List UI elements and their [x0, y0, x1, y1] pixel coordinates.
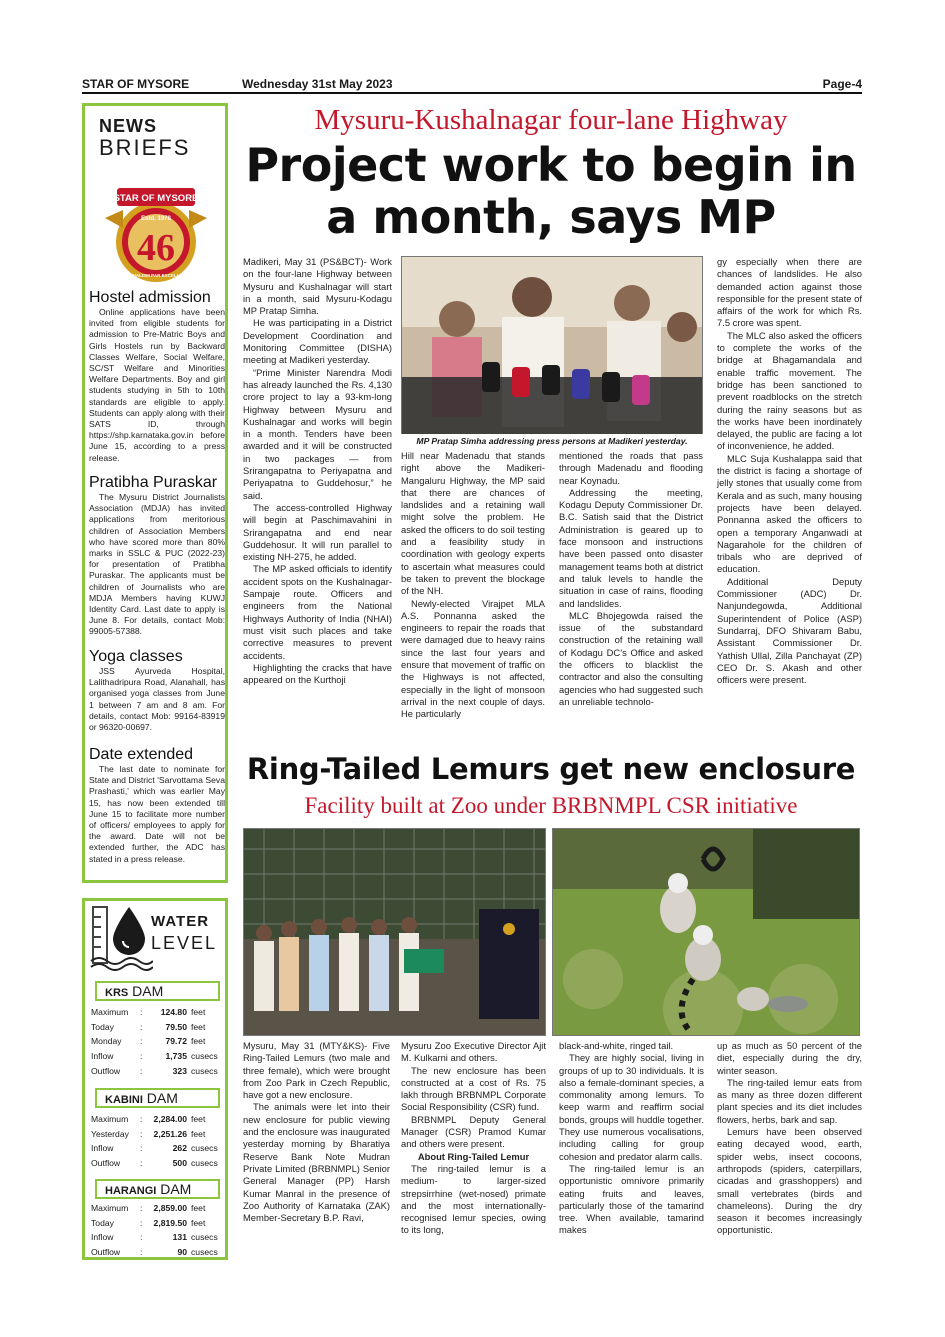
article1-headline: Project work to begin in a month, says MP — [245, 138, 857, 244]
row-key: Monday — [91, 1036, 122, 1047]
dam-suffix: DAM — [128, 983, 164, 999]
row-key: Outflow — [91, 1065, 121, 1076]
brief-pratibha — [89, 474, 225, 638]
dam-row: Outflow : 323 cusecs — [91, 1064, 225, 1079]
photo-illustration — [244, 829, 546, 1036]
water-drop-icon — [89, 903, 153, 971]
row-unit: cusecs — [191, 1247, 218, 1258]
paragraph: Additional Deputy Commissioner (ADC) Dr. Nanjundegowda, Additional Superintendent of Police (ASP) Sundarraj, DFO Shivaram Babu, Assistant Commissioner Dr. Yathish Ullal, Zilla Panchayat (ZP) CEO Dr. S. Akash and other officers were present. — [717, 575, 862, 686]
subheading: About Ring-Tailed Lemur — [417, 1150, 530, 1162]
masthead — [82, 76, 862, 94]
row-value: 262 — [172, 1143, 187, 1154]
issue-date: Wednesday 31st May 2023 — [242, 77, 393, 91]
article2-kicker: Facility built at Zoo under BRBNMPL CSR initiative — [304, 793, 798, 818]
harangi-dam-label — [95, 1179, 220, 1199]
row-unit: feet — [191, 1021, 206, 1032]
dam-row: Maximum : 2,284.00 feet — [91, 1112, 225, 1127]
article1-kicker: Mysuru-Kushalnagar four-lane Highway — [314, 104, 788, 136]
row-unit: feet — [191, 1217, 206, 1228]
row-unit: feet — [191, 1036, 206, 1047]
paragraph: MLC Bhojegowda raised the issue of the substandard construction of the retaining wall of Kodagu DC’s Office and asked the officers to blacklist the contractor and also the consulting agencies who had suggested such an unreliable technolo- — [559, 609, 703, 707]
dam-row: Inflow : 1,735 cusecs — [91, 1049, 225, 1064]
brief-title: Yoga classes — [89, 648, 183, 665]
row-key: Maximum — [91, 1114, 129, 1124]
dam-row: Maximum : 124.80 feet — [91, 1005, 225, 1020]
news-briefs-sidebar — [82, 103, 228, 883]
article1-column-4 — [717, 256, 862, 686]
dam-row: Monday : 79.72 feet — [91, 1034, 225, 1049]
brief-body: The last date to nominate for State and District 'Sarvottama Seva Prashasti,' which was earlier May 15, has now been extended till June 15 to facilitate more number of officers/ employees to apply for the award. Date will not be extended further, the ADC has stated in a press release. — [89, 764, 225, 864]
paragraph: Highlighting the cracks that have appeared on the Kurthoji — [243, 661, 392, 686]
dam-row: Outflow : 500 cusecs — [91, 1156, 225, 1171]
brief-title: Date extended — [89, 746, 194, 763]
row-key: Today — [91, 1021, 114, 1032]
logo-estd-text: Estd. 1978 — [141, 216, 171, 222]
row-unit: feet — [191, 1007, 206, 1017]
paragraph: The ring-tailed lemur is a medium- to larger-sized strepsirrhine (wet-nosed) primate and the most internationally-recognised lemur species, owing to its long, — [401, 1162, 546, 1236]
row-value: 2,819.50 — [153, 1217, 187, 1228]
dam-row: Inflow : 131 cusecs — [91, 1230, 225, 1245]
paragraph: They are highly social, living in groups of up to 30 individuals. It is also a female-dominant species, a commonality among lemurs. To keep warm and reaffirm social bonds, groups will huddle together. They use numerous vocalisations, including calling for group cohesion and predator alarm calls. — [559, 1052, 704, 1162]
row-key: Today — [91, 1217, 114, 1228]
brief-title: Pratibha Puraskar — [89, 474, 218, 491]
brief-date-extended — [89, 746, 225, 865]
paragraph: mentioned the roads that pass through Madenadu and flooding near Koynadu. — [559, 450, 703, 486]
enclosure-inauguration-photo — [243, 828, 546, 1036]
row-value: 90 — [177, 1247, 187, 1258]
row-key: Maximum — [91, 1007, 129, 1017]
paragraph: The new enclosure has been constructed at a cost of Rs. 75 lakh through BRBNMPL Corporate Social Responsibility (CSR) fund. — [401, 1064, 546, 1113]
article1-column-3 — [559, 450, 703, 708]
paragraph: MLC Suja Kushalappa said that the district is facing a shortage of jelly stones that usually come from Kerala and as such, many housing projects have been delayed. Ponnanna asked the officers to open a temporary Anganwadi at Nagarahole for the children of tribals who are deprived of education. — [717, 452, 862, 575]
row-key: Yesterday — [91, 1128, 129, 1139]
dam-prefix: KABINI — [105, 1094, 143, 1106]
briefs-label: BRIEFS — [99, 135, 191, 160]
level-title: LEVEL — [151, 933, 218, 953]
paragraph: up as much as 50 percent of the diet, especially during the dry, winter season. — [717, 1040, 862, 1076]
water-level-box — [82, 898, 228, 1260]
article2-column-3 — [559, 1040, 704, 1237]
row-unit: feet — [191, 1203, 206, 1213]
row-value: 2,251.26 — [153, 1128, 187, 1139]
paragraph: gy especially when there are chances of landslides. He also demanded action against those responsible for the present state of affairs of the work for which Rs. 7.5 crore was spent. — [717, 256, 862, 329]
paragraph: The MP asked officials to identify accident spots on the Kushalnagar-Sampaje route. Officers and engineers from the National Highways Authority of India (NHAI) must visit such places and take corrective measures to prevent accidents. — [243, 563, 392, 661]
dam-row: Yesterday : 2,251.26 feet — [91, 1127, 225, 1142]
brief-yoga — [89, 648, 225, 733]
paragraph: The animals were let into their new enclosure for public viewing and the enclosure was inaugurated yesterday morning by Bharatiya Reserve Bank Note Mudran Private Limited (BRBNMPL) Senior General Manager (PP) Harsh Kumar Manral in the presence of Zoo Authority of Karnataka (ZAK) Member-Secretary B.P. Ravi, — [243, 1101, 390, 1224]
paragraph: Lemurs have been observed eating decayed wood, earth, spider webs, insect cocoons, arthropods (spiders, caterpillars, cicadas and grasshoppers) and small vertebrates (birds and chameleons). During the dry season it becomes increasingly opportunistic. — [717, 1126, 862, 1236]
paragraph: Mysuru Zoo Executive Director Ajit M. Kulkarni and others. — [401, 1040, 546, 1064]
news-briefs-heading — [99, 116, 190, 161]
kabini-dam-table — [91, 1112, 225, 1171]
row-key: Maximum — [91, 1203, 129, 1213]
dam-row: Today : 2,819.50 feet — [91, 1216, 225, 1231]
row-unit: feet — [191, 1114, 206, 1124]
row-key: Outflow — [91, 1247, 121, 1258]
page-number: Page-4 — [822, 77, 862, 91]
row-key: Inflow — [91, 1051, 114, 1062]
paragraph: Newly-elected Virajpet MLA A.S. Ponnanna asked the engineers to repair the roads that were damaged due to heavy rains since the last four years and ensure that movement of traffic on the Highways is not affected, especially in the light of monsoon arrival in the next couple of days. He particularly — [401, 597, 545, 720]
paper-name: STAR OF MYSORE — [82, 77, 190, 91]
lemurs-photo — [552, 828, 860, 1036]
dam-suffix: DAM — [156, 1181, 192, 1197]
article1-column-2 — [401, 450, 545, 721]
paragraph: Hill near Madenadu that stands right above the Madikeri-Mangaluru Highway, the MP said that there are chances of landslides and a retaining wall might solve the problem. He asked the officers to do soil testing and a feasibility study in coordination with geology experts to ascertain what measures could be taken to prevent the blockage of the NH. — [401, 450, 545, 597]
dam-row: Inflow : 262 cusecs — [91, 1141, 225, 1156]
paragraph: Mysuru, May 31 (MTY&KS)- Five Ring-Tailed Lemurs (two male and three female), which were brought from Zoo Park in Czech Republic, have got a new enclosure. — [243, 1040, 390, 1101]
paragraph: He was participating in a District Development Coordination and Monitoring Committee (DISHA) meeting at Madikeri yesterday. — [243, 317, 392, 366]
paragraph: The MLC also asked the officers to complete the works of the bridge at Bhagamandala and enable traffic movement. The bridge has been sanctioned to prevent roadblocks on the stretch during the rainy seasons but as the works have been inordinately delayed, the public are facing a lot of inconvenience, he added. — [717, 329, 862, 452]
article1-column-1 — [243, 256, 392, 686]
row-unit: feet — [191, 1128, 206, 1139]
dam-row: Today : 79.50 feet — [91, 1020, 225, 1035]
brief-title: Hostel admission — [89, 289, 211, 306]
dam-prefix: KRS — [105, 987, 129, 999]
krs-dam-table — [91, 1005, 225, 1078]
logo-bottom-text: JOURNALISM PAR EXCELLENCE — [120, 273, 192, 278]
water-title: WATER — [151, 913, 210, 930]
article2-column-1 — [243, 1040, 390, 1224]
article2-headline: Ring-Tailed Lemurs get new enclosure — [246, 752, 856, 786]
row-value: 79.50 — [165, 1021, 187, 1032]
news-label: NEWS — [99, 116, 157, 136]
row-unit: cusecs — [191, 1232, 218, 1243]
row-value: 2,859.00 — [153, 1203, 187, 1213]
row-value: 79.72 — [165, 1036, 187, 1047]
water-level-heading — [85, 901, 225, 971]
kabini-dam-label — [95, 1088, 220, 1108]
row-value: 131 — [172, 1232, 187, 1243]
paragraph: The access-controlled Highway will begin at Paschimavahini in Srirangapatna and end near Guddehosur. It will run parallel to existing NH-275, he added. — [243, 501, 392, 563]
row-value: 323 — [172, 1065, 187, 1076]
article2-column-4 — [717, 1040, 862, 1237]
dam-prefix: HARANGI — [105, 1185, 157, 1197]
photo-caption: MP Pratap Simha addressing press persons at Madikeri yesterday. — [401, 434, 703, 448]
paragraph: BRBNMPL Deputy General Manager (CSR) Pramod Kumar and others were present. — [401, 1113, 546, 1150]
row-unit: cusecs — [191, 1051, 218, 1062]
brief-body: JSS Ayurveda Hospital, Lalithadripura Road, Alanahall, has organised yoga classes from June 1 between 7 am and 8 am. For details, contact Mob: 99164-83919 or 96320-00697. — [89, 666, 225, 733]
dam-suffix: DAM — [142, 1090, 178, 1106]
paragraph: Madikeri, May 31 (PS&BCT)- Work on the four-lane Highway between Mysuru and Kushalnagar will start in a month, said Mysuru-Kodagu MP Pratap Simha. — [243, 256, 392, 317]
dam-row: Outflow : 90 cusecs — [91, 1245, 225, 1260]
anniversary-logo — [103, 184, 209, 292]
row-unit: cusecs — [191, 1158, 218, 1169]
harangi-dam-table — [91, 1201, 225, 1260]
brief-body: The Mysuru District Journalists Association (MDJA) has invited applications from meritorious children of Association Members who have scored more than 80% marks in SSLC & PUC (2022-23) for presentation of Pratibha Puraskar. The applicants must be children of Journalists who are MDJA Members having KUWJ Identity Card. Last date to apply is June 8. For details, contact Mob: 99005-57388. — [89, 492, 225, 637]
krs-dam-label — [95, 981, 220, 1001]
brief-body: Online applications have been invited from eligible students for admission to Pre-Matric Boys and Girls Hostels run by Backward Classes Welfare, Social Welfare, SC/ST Welfare and Minorities Welfare Departments. Boy and girl students studying in 5th to 10th standards are eligible to apply. Students can apply along with their SATS ID, through https://shp.karnataka.gov.in before June 15, according to a press release. — [89, 307, 225, 463]
dam-row: Maximum : 2,859.00 feet — [91, 1201, 225, 1216]
row-key: Inflow — [91, 1143, 114, 1154]
row-unit: cusecs — [191, 1143, 218, 1154]
logo-number: 46 — [137, 227, 175, 269]
row-value: 124.80 — [160, 1007, 187, 1017]
row-value: 500 — [172, 1158, 187, 1169]
paragraph: “Prime Minister Narendra Modi has already launched the Rs. 4,130 crore project to lay a 93-km-long Highway between Mysuru and Kushalnagar and works will begin in a month. Tenders have been awarded and it will be constructed in two packages — from Srirangapatna to Periyapatna and Periyapatna to Guddehosur,” he said. — [243, 366, 392, 501]
paragraph: black-and-white, ringed tail. — [559, 1040, 674, 1051]
row-key: Outflow — [91, 1158, 121, 1169]
row-unit: cusecs — [191, 1065, 218, 1076]
paragraph: The ring-tailed lemur eats from as many as three dozen different plant species and its diet includes flowers, herbs, bark and sap. — [717, 1076, 862, 1125]
paragraph: The ring-tailed lemur is an opportunistic omnivore primarily eating fruits and leaves, particularly those of the tamarind tree. When available, tamarind makes — [559, 1162, 704, 1236]
paragraph: Addressing the meeting, Kodagu Deputy Commissioner Dr. B.C. Satish said that the District Administration is geared up to face monsoon and instructions have been passed onto disaster management teams both at district and taluk levels to handle the situation in case of rains, flooding and landslides. — [559, 486, 703, 609]
logo-top-text: STAR OF MYSORE — [113, 193, 199, 204]
brief-hostel — [89, 289, 225, 464]
photo-illustration — [553, 829, 860, 1036]
mp-press-photo — [401, 256, 703, 448]
article2-column-2 — [401, 1040, 546, 1237]
row-value: 2,284.00 — [153, 1114, 187, 1124]
row-key: Inflow — [91, 1232, 114, 1243]
photo-illustration — [402, 257, 703, 448]
row-value: 1,735 — [165, 1051, 187, 1062]
